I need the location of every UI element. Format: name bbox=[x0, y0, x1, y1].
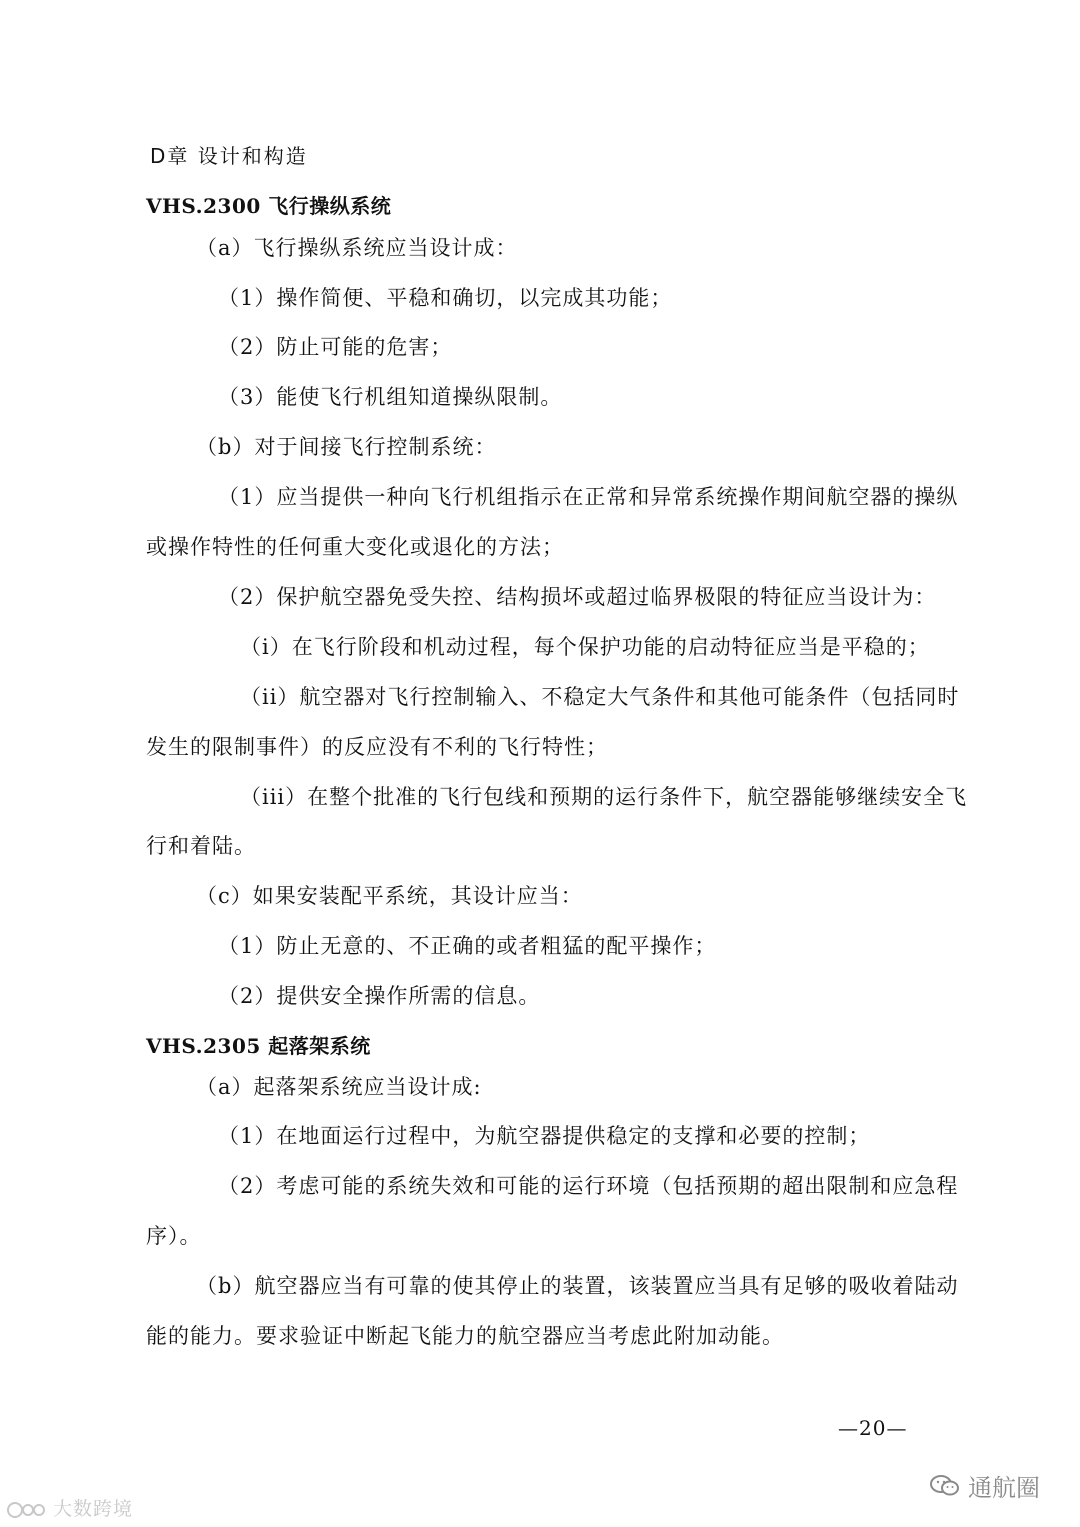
clause-c1: （1）防止无意的、不正确的或者粗猛的配平操作； bbox=[218, 934, 717, 958]
clause-a3: （3）能使飞行机组知道操纵限制。 bbox=[218, 385, 563, 409]
clause-b1-line1: （1）应当提供一种向飞行机组指示在正常和异常系统操作期间航空器的操纵 bbox=[218, 485, 959, 509]
clause-b2-iii-line2: 行和着陆。 bbox=[146, 834, 256, 858]
clause-b2-i: （i）在飞行阶段和机动过程，每个保护功能的启动特征应当是平稳的； bbox=[240, 635, 930, 659]
clause-2-b-line2: 能的能力。要求验证中断起飞能力的航空器应当考虑此附加动能。 bbox=[146, 1324, 784, 1348]
clause-c2: （2）提供安全操作所需的信息。 bbox=[218, 984, 541, 1008]
clause-b2-ii-line2: 发生的限制事件）的反应没有不利的飞行特性； bbox=[146, 735, 608, 759]
clause-2-a2-line2: 序）。 bbox=[146, 1224, 202, 1248]
clause-2-a1: （1）在地面运行过程中，为航空器提供稳定的支撑和必要的控制； bbox=[218, 1124, 871, 1148]
watermark-right bbox=[930, 1468, 1040, 1503]
clause-b: （b）对于间接飞行控制系统： bbox=[196, 435, 497, 459]
watermark-left bbox=[6, 1494, 133, 1521]
clause-b2-iii-line1: （iii）在整个批准的飞行包线和预期的运行条件下，航空器能够继续安全飞 bbox=[240, 785, 968, 809]
watermark-left-text: 大数跨境 bbox=[53, 1498, 134, 1520]
clause-a1: （1）操作简便、平稳和确切，以完成其功能； bbox=[218, 286, 673, 310]
page-number: —20— bbox=[838, 1416, 908, 1440]
clause-b2: （2）保护航空器免受失控、结构损坏或超过临界极限的特征应当设计为： bbox=[218, 585, 937, 609]
clause-2-a: （a）起落架系统应当设计成: bbox=[196, 1075, 482, 1099]
watermark-right-text: 通航圈 bbox=[968, 1474, 1040, 1502]
section-title-vhs2300: VHS.2300 飞行操纵系统 bbox=[146, 194, 392, 218]
clause-a: （a）飞行操纵系统应当设计成： bbox=[196, 236, 518, 260]
clause-b1-line2: 或操作特性的任何重大变化或退化的方法； bbox=[146, 535, 564, 559]
chapter-heading: D章 设计和构造 bbox=[150, 144, 308, 168]
wechat-icon bbox=[930, 1475, 960, 1497]
watermark-left-logo-icon bbox=[6, 1501, 46, 1519]
clause-2-b-line1: （b）航空器应当有可靠的使其停止的装置，该装置应当具有足够的吸收着陆动 bbox=[196, 1274, 959, 1298]
clause-c: （c）如果安装配平系统，其设计应当： bbox=[196, 884, 583, 908]
clause-2-a2-line1: （2）考虑可能的系统失效和可能的运行环境（包括预期的超出限制和应急程 bbox=[218, 1174, 959, 1198]
section-title-vhs2305: VHS.2305 起落架系统 bbox=[146, 1034, 371, 1058]
clause-b2-ii-line1: （ii）航空器对飞行控制输入、不稳定大气条件和其他可能条件（包括同时 bbox=[240, 685, 960, 709]
clause-a2: （2）防止可能的危害； bbox=[218, 335, 453, 359]
